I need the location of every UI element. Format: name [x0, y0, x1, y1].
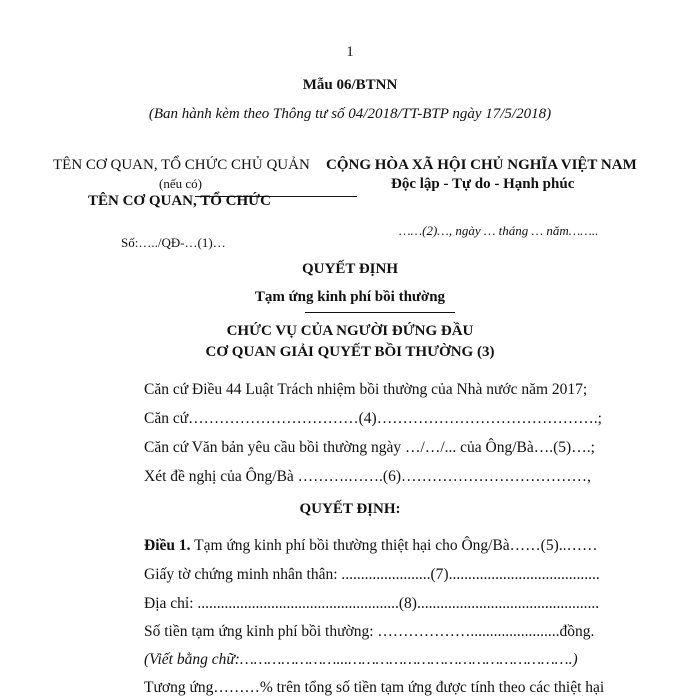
national-title: CỘNG HÒA XÃ HỘI CHỦ NGHĨA VIỆT NAM — [326, 157, 637, 173]
parent-agency-note: (nếu có) — [159, 176, 202, 191]
article-1-label: Điều 1. — [144, 537, 191, 554]
national-motto: Độc lập - Tự do - Hạnh phúc — [391, 176, 575, 192]
legal-basis-3: Căn cứ Văn bản yêu cầu bồi thường ngày …/…/... của Ông/Bà….(5)….; — [144, 439, 595, 456]
article-1 — [144, 538, 598, 554]
agency-name: TÊN CƠ QUAN, TỔ CHỨC — [88, 193, 271, 209]
document-subtitle: Tạm ứng kinh phí bồi thường — [254, 289, 446, 305]
article-1-text: Tạm ứng kinh phí bồi thường thiệt hại cho Ông/Bà……(5)..…… — [190, 537, 598, 554]
legal-basis-4: Xét đề nghị của Ông/Bà ……….…….(6)………………………………, — [144, 468, 591, 485]
place-and-date: ……(2)…, ngày … tháng … năm…….. — [399, 223, 599, 238]
address-line: Địa chỉ: ....................................................(8)............................................... — [144, 595, 600, 612]
form-code: Mẫu 06/BTNN — [302, 77, 398, 93]
percentage-line: Tương ứng………% trên tổng số tiền tạm ứng được tính theo các thiệt hại — [144, 679, 605, 696]
issued-under-note: (Ban hành kèm theo Thông tư số 04/2018/TT-BTP ngày 17/5/2018) — [148, 106, 552, 122]
page-number: 1 — [346, 44, 354, 60]
authority-line-2: CƠ QUAN GIẢI QUYẾT BỒI THƯỜNG (3) — [205, 344, 495, 360]
legal-basis-1: Căn cứ Điều 44 Luật Trách nhiệm bồi thường của Nhà nước năm 2017; — [144, 381, 588, 398]
decision-heading: QUYẾT ĐỊNH: — [299, 501, 401, 517]
document-number: Số:…../QĐ-…(1)… — [121, 235, 226, 250]
amount-in-words-line: (Viết bằng chữ:…………………...………………………………………….) — [144, 651, 578, 668]
id-document-line: Giấy tờ chứng minh nhân thân: .......................(7)....................................... — [144, 566, 600, 583]
agency-underline — [195, 196, 357, 197]
advance-amount-line: Số tiền tạm ứng kinh phí bồi thường: ……………….......................đồng. — [144, 623, 595, 640]
subtitle-underline — [305, 312, 455, 313]
legal-basis-2: Căn cứ……………………………(4)…………………………………….; — [144, 410, 602, 427]
parent-agency-name: TÊN CƠ QUAN, TỔ CHỨC CHỦ QUẢN — [53, 157, 310, 173]
authority-line-1: CHỨC VỤ CỦA NGƯỜI ĐỨNG ĐẦU — [226, 323, 474, 339]
document-title: QUYẾT ĐỊNH — [302, 261, 398, 277]
